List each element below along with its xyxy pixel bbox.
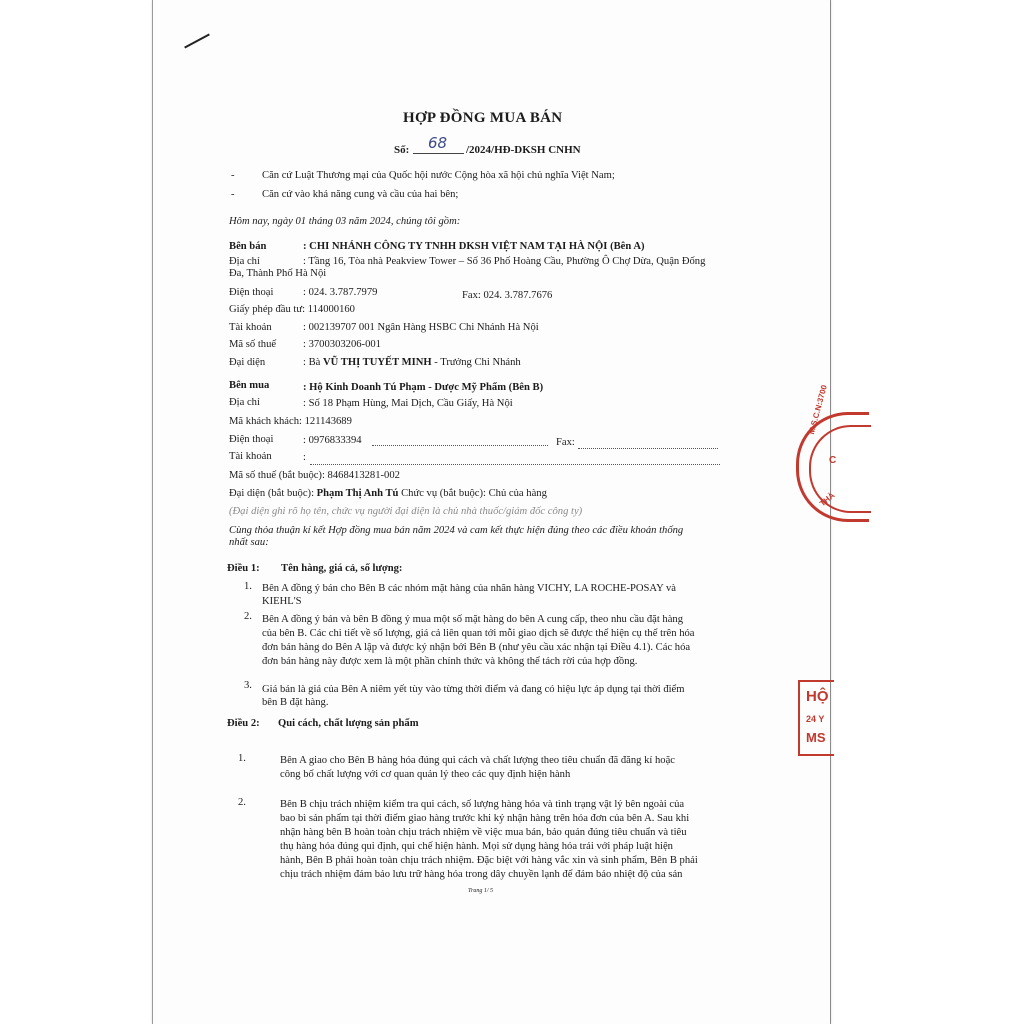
list-number: 3. [244,680,252,691]
seller-label: Bên bán [229,241,267,252]
article-1-item-1: Bên A đồng ý bán cho Bên B các nhóm mặt hàng của nhãn hàng VICHY, LA ROCHE-POSAY và [262,583,676,594]
article-2-item-2: hành, Bên B phải hoàn toàn chịu trách nhiệm. Đặc biệt với hàng vắc xin và sinh phẩm, Bên B phải [280,855,698,866]
basis-bullet: - [231,170,235,181]
list-number: 2. [238,797,246,808]
article-2-item-2: thụ hàng hóa đúng qui định, qui chế hiện hành. Mọi sử dụng hàng hóa trái với pháp luật hiện [280,841,673,852]
article-2-item-2: bao bì sản phẩm tại thời điểm giao hàng trước khi ký nhận hàng trên hóa đơn của bên A. Sau khi [280,813,690,824]
buyer-tax: Mã số thuế (bắt buộc): 8468413281-002 [229,470,400,481]
seller-tax-label: Mã số thuế [229,339,277,350]
article-1-item-2: của bên B. Các chi tiết về số lượng, giá cả liên quan tới mỗi giao dịch sẽ được thể hiện cụ thể trên hóa [262,628,695,639]
buyer-phone-dots [372,436,548,446]
seller-license: Giấy phép đầu tư: 114000160 [229,304,355,315]
agreement-line: Cùng thỏa thuận kí kết Hợp đồng mua bán năm 2024 và cam kết thực hiện đúng theo các điều khoản thống [229,525,684,536]
seller-fax: Fax: 024. 3.787.7676 [462,290,553,301]
basis-line: Căn cứ vào khả năng cung và cầu của hai bên; [262,189,459,200]
company-seal: M.S.C.N:3700 C THÀ [796,412,869,522]
agreement-line-cont: nhất sau: [229,537,269,548]
article-2-item-1: Bên A giao cho Bên B hàng hóa đúng qui cách và chất lượng theo tiêu chuẩn đã đăng kí hoặc [280,755,675,766]
list-number: 1. [244,581,252,592]
article-2-item-2: nhận hàng bên B hoàn toàn chịu trách nhiệm về việc mua bán, bảo quản đúng tiêu chuẩn và tiêu [280,827,687,838]
contract-number-suffix: /2024/HĐ-DKSH CNHN [466,144,581,156]
seller-account: : 002139707 001 Ngân Hàng HSBC Chi Nhánh Hà Nội [303,322,539,333]
intro-line: Hôm nay, ngày 01 tháng 03 năm 2024, chúng tôi gồm: [229,216,461,227]
article-2-item-2: chịu trách nhiệm đảm bảo lưu trữ hàng hóa trong dây chuyền lạnh để đảm bảo nhiệt độ của sản [280,869,683,880]
seller-account-label: Tài khoản [229,322,272,333]
article-2-item-2: Bên B chịu trách nhiệm kiểm tra qui cách, số lượng hàng hóa và tình trạng vật lý bên ngoài của [280,799,685,810]
article-1-label: Điều 1: [227,563,260,574]
basis-line: Căn cứ Luật Thương mại của Quốc hội nước Cộng hòa xã hội chủ nghĩa Việt Nam; [262,170,615,181]
buyer-customer-code: Mã khách khách: 121143689 [229,416,352,427]
article-1-item-3: Giá bán là giá của Bên A niêm yết tùy vào từng thời điểm và đang có hiệu lực áp dụng tại thời điểm [262,684,685,695]
business-stamp: HỘ 24 Y MS [798,680,834,756]
buyer-fax-dots [578,439,718,449]
seller-phone: : 024. 3.787.7979 [303,287,378,298]
list-number: 1. [238,753,246,764]
article-1-item-3: bên B đặt hàng. [262,697,329,708]
article-2-item-1: công bố chất lượng với cơ quan quản lý theo các quy định hiện hành [280,769,571,780]
contract-number-label: Số: [394,144,410,156]
article-1-item-2: Bên A đồng ý bán và bên B đồng ý mua một số mặt hàng do bên A cung cấp, theo nhu cầu đặt hàng [262,614,684,625]
article-2-title: Qui cách, chất lượng sản phẩm [278,718,419,729]
seller-name: : CHI NHÁNH CÔNG TY TNHH DKSH VIỆT NAM TẠI HÀ NỘI (Bên A) [303,241,645,252]
seller-address-cont: Đa, Thành Phố Hà Nội [229,268,327,279]
buyer-fax-label: Fax: [556,437,575,448]
article-2-label: Điều 2: [227,718,260,729]
seller-address-label: Địa chỉ [229,256,260,267]
seller-phone-label: Điện thoại [229,287,274,298]
buyer-rep-note: (Đại diện ghi rõ họ tên, chức vụ người đại diện là chủ nhà thuốc/giám đốc công ty) [229,506,583,517]
buyer-account-label: Tài khoản [229,451,272,462]
number-underline [413,153,464,154]
article-1-item-2: đơn bán hàng do Bên A lập và được ký nhận bởi Bên B (như yêu cầu xác nhận tại Điều 4.1). Các hóa [262,642,691,653]
buyer-phone-label: Điện thoại [229,434,274,445]
article-1-item-2: đơn bán hàng này được xem là một phần chính thức và không thể tách rời của hợp đồng. [262,656,638,667]
seller-tax: : 3700303206-001 [303,339,381,350]
document-title: HỢP ĐỒNG MUA BÁN [403,110,563,126]
buyer-name: : Hộ Kinh Doanh Tú Phạm - Dược Mỹ Phẩm (Bên B) [303,382,544,393]
seller-rep-label: Đại diện [229,357,266,368]
article-1-item-1: KIEHL'S [262,596,302,607]
article-1-title: Tên hàng, giá cả, số lượng: [281,563,403,574]
seller-representative: : Bà VŨ THỊ TUYẾT MINH - Trưởng Chi Nhánh [303,357,521,368]
buyer-account-dots [310,455,720,465]
list-number: 2. [244,611,252,622]
seller-address: : Tầng 16, Tòa nhà Peakview Tower – Số 36 Phố Hoàng Cầu, Phường Ô Chợ Dừa, Quận Đống [303,256,706,267]
basis-bullet: - [231,189,235,200]
buyer-account: : [303,452,306,463]
contract-number-handwritten: 68 [428,134,448,152]
buyer-address-label: Địa chỉ [229,397,260,408]
buyer-phone: : 0976833394 [303,435,362,446]
buyer-representative: Đại diện (bắt buộc): Phạm Thị Anh Tú Chức vụ (bắt buộc): Chủ của hàng [229,488,547,499]
buyer-address: : Số 18 Phạm Hùng, Mai Dịch, Cầu Giấy, Hà Nội [303,398,513,409]
page-number: Trang 1/ 5 [468,888,494,894]
buyer-label: Bên mua [229,380,270,391]
